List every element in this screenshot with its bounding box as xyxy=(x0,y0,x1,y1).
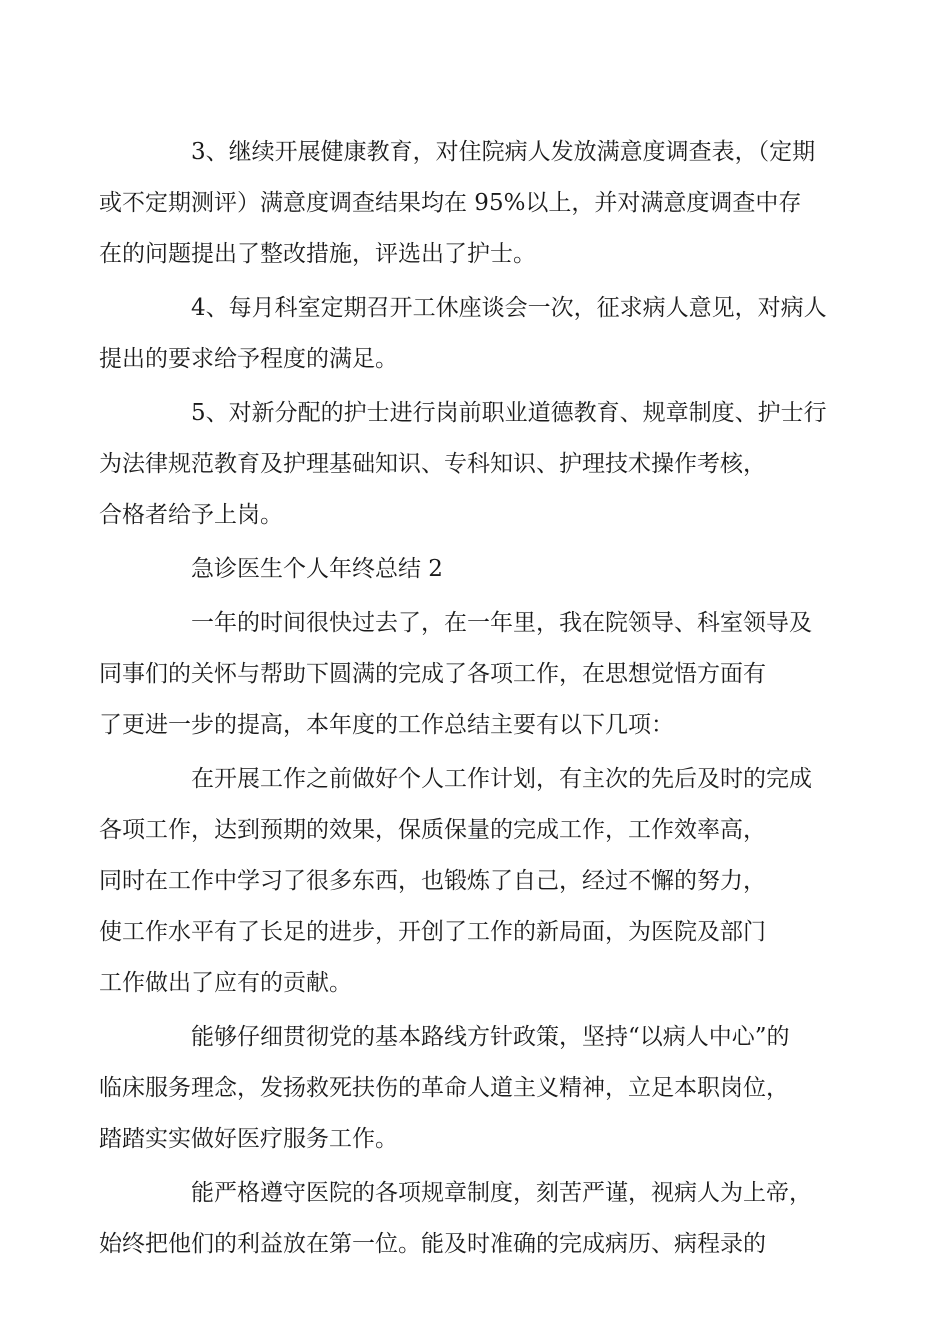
paragraph xyxy=(99,388,827,541)
paragraph-line: 在开展工作之前做好个人工作计划，有主次的先后及时的完成 xyxy=(191,766,812,792)
paragraph xyxy=(99,754,815,1009)
paragraph-line: 合格者给予上岗。 xyxy=(99,502,283,528)
paragraph-line: 在的问题提出了整改措施，评选出了护士。 xyxy=(99,241,536,267)
document-body xyxy=(99,127,827,1273)
paragraph-line: 5、对新分配的护士进行岗前职业道德教育、规章制度、护士行 xyxy=(191,400,827,426)
paragraph-line: 临床服务理念，发扬救死扶伤的革命人道主义精神，立足本职岗位， xyxy=(99,1075,789,1101)
paragraph-line: 能严格遵守医院的各项规章制度，刻苦严谨，视病人为上帝， xyxy=(191,1180,812,1206)
paragraph-line: 同时在工作中学习了很多东西，也锻炼了自己，经过不懈的努力， xyxy=(99,868,766,894)
paragraph-line: 始终把他们的利益放在第一位。能及时准确的完成病历、病程录的 xyxy=(99,1231,766,1257)
paragraph-line: 提出的要求给予程度的满足。 xyxy=(99,346,398,372)
paragraph xyxy=(99,1168,815,1270)
paragraph-line: 踏踏实实做好医疗服务工作。 xyxy=(99,1126,398,1152)
paragraph xyxy=(99,1012,815,1165)
paragraph-line: 了更进一步的提高，本年度的工作总结主要有以下几项： xyxy=(99,712,674,738)
paragraph-line: 或不定期测评）满意度调查结果均在 95%以上，并对满意度调查中存 xyxy=(99,190,802,216)
paragraph xyxy=(99,598,815,751)
section-heading: 急诊医生个人年终总结 2 xyxy=(191,556,443,582)
paragraph-line: 3、继续开展健康教育，对住院病人发放满意度调查表，（定期 xyxy=(191,139,816,165)
paragraph xyxy=(99,283,827,385)
paragraph-line: 使工作水平有了长足的进步，开创了工作的新局面，为医院及部门 xyxy=(99,919,766,945)
paragraph-line: 为法律规范教育及护理基础知识、专科知识、护理技术操作考核， xyxy=(99,451,766,477)
paragraph-line: 同事们的关怀与帮助下圆满的完成了各项工作，在思想觉悟方面有 xyxy=(99,661,766,687)
paragraph-line: 4、每月科室定期召开工休座谈会一次，征求病人意见，对病人 xyxy=(191,295,827,321)
paragraph-line: 工作做出了应有的贡献。 xyxy=(99,970,352,996)
paragraph xyxy=(99,127,816,280)
paragraph-line: 能够仔细贯彻党的基本路线方针政策，坚持“以病人中心”的 xyxy=(191,1024,790,1050)
paragraph-line: 一年的时间很快过去了，在一年里，我在院领导、科室领导及 xyxy=(191,610,812,636)
paragraph-line: 各项工作，达到预期的效果，保质保量的完成工作，工作效率高， xyxy=(99,817,766,843)
